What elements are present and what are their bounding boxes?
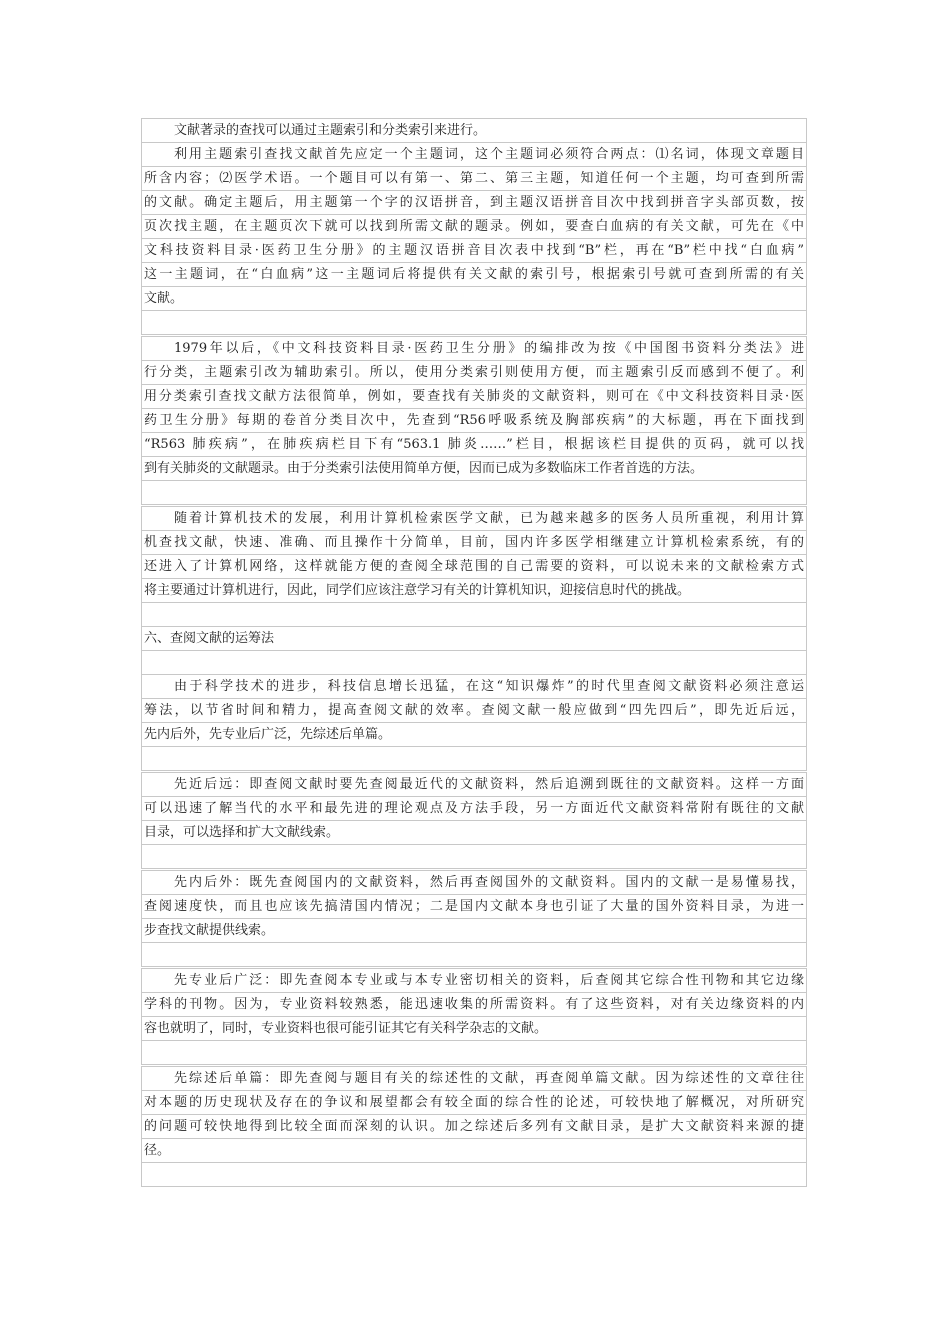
blank-row [141, 746, 807, 771]
document-body [141, 118, 807, 1186]
text-line: 随着计算机技术的发展，利用计算机检索医学文献，已为越来越多的医务人员所重视，利用计算 [141, 506, 807, 531]
text-line: 的问题可较快地得到比较全面而深刻的认识。加之综述后多列有文献目录，是扩大文献资料来源的捷 [141, 1114, 807, 1139]
text-line: 查阅速度快，而且也应该先搞清国内情况；二是国内文献本身也引证了大量的国外资料目录，为进一 [141, 894, 807, 919]
text-line: 到有关肺炎的文献题录。由于分类索引法使用简单方便，因而已成为多数临床工作者首选的方法。 [141, 456, 807, 481]
text-line: 用分类索引查找文献方法很简单，例如，要查找有关肺炎的文献资料，则可在《中文科技资料目录·医 [141, 384, 807, 409]
text-line: 将主要通过计算机进行，因此，同学们应该注意学习有关的计算机知识，迎接信息时代的挑战。 [141, 578, 807, 603]
text-line: 先综述后单篇：即先查阅与题目有关的综述性的文献，再查阅单篇文献。因为综述性的文章往往 [141, 1066, 807, 1091]
blank-row [141, 650, 807, 675]
text-line: 利用主题索引查找文献首先应定一个主题词，这个主题词必须符合两点：⑴名词，体现文章题目 [141, 142, 807, 167]
blank-row [141, 844, 807, 869]
text-line: 目录，可以选择和扩大文献线索。 [141, 820, 807, 845]
blank-row [141, 310, 807, 335]
text-line: 所含内容；⑵医学术语。一个题目可以有第一、第二、第三主题，知道任何一个主题，均可查到所需 [141, 166, 807, 191]
text-line: 先专业后广泛：即先查阅本专业或与本专业密切相关的资料，后查阅其它综合性刊物和其它边缘 [141, 968, 807, 993]
blank-row [141, 1040, 807, 1065]
text-line: 先内后外，先专业后广泛，先综述后单篇。 [141, 722, 807, 747]
text-line: 文科技资料目录·医药卫生分册》的主题汉语拼音目次表中找到“B”栏，再在“B”栏中找“白血病” [141, 238, 807, 263]
text-line: 还进入了计算机网络，这样就能方便的查阅全球范围的自己需要的资料，可以说未来的文献检索方式 [141, 554, 807, 579]
text-line: 容也就明了，同时，专业资料也很可能引证其它有关科学杂志的文献。 [141, 1016, 807, 1041]
text-line: 先近后远：即查阅文献时要先查阅最近代的文献资料，然后追溯到既往的文献资料。这样一方面 [141, 772, 807, 797]
blank-row [141, 1162, 807, 1187]
blank-row [141, 942, 807, 967]
blank-row [141, 602, 807, 627]
text-line: 机查找文献，快速、准确、而且操作十分简单，目前，国内许多医学相继建立计算机检索系统，有的 [141, 530, 807, 555]
text-line: 学科的刊物。因为，专业资料较熟悉，能迅速收集的所需资料。有了这些资料，对有关边缘资料的内 [141, 992, 807, 1017]
text-line: 页次找主题，在主题页次下就可以找到所需文献的题录。例如，要查白血病的有关文献，可先在《中 [141, 214, 807, 239]
text-line: 的文献。确定主题后，用主题第一个字的汉语拼音，到主题汉语拼音目次中找到拼音字头部页数，按 [141, 190, 807, 215]
text-line: 步查找文献提供线索。 [141, 918, 807, 943]
text-line: 文献。 [141, 286, 807, 311]
text-line: 可以迅速了解当代的水平和最先进的理论观点及方法手段，另一方面近代文献资料常附有既往的文献 [141, 796, 807, 821]
text-line: 行分类，主题索引改为辅助索引。所以，使用分类索引则使用方便，而主题索引反而感到不便了。利 [141, 360, 807, 385]
text-line: 由于科学技术的进步，科技信息增长迅猛，在这“知识爆炸”的时代里查阅文献资料必须注意运 [141, 674, 807, 699]
text-line: 药卫生分册》每期的卷首分类目次中，先查到“R56呼吸系统及胸部疾病”的大标题，再在下面找到 [141, 408, 807, 433]
section-heading: 六、查阅文献的运筹法 [141, 626, 807, 651]
text-line: 先内后外：既先查阅国内的文献资料，然后再查阅国外的文献资料。国内的文献一是易懂易找， [141, 870, 807, 895]
blank-row [141, 480, 807, 505]
text-line: 文献著录的查找可以通过主题索引和分类索引来进行。 [141, 118, 807, 143]
text-line: 筹法，以节省时间和精力，提高查阅文献的效率。查阅文献一般应做到“四先四后”，即先近后远， [141, 698, 807, 723]
text-line: 对本题的历史现状及存在的争议和展望都会有较全面的综合性的论述，可较快地了解概况，对所研究 [141, 1090, 807, 1115]
text-line: “R563 肺疾病”，在肺疾病栏目下有“563.1 肺炎……”栏目，根据该栏目提供的页码，就可以找 [141, 432, 807, 457]
text-line: 1979年以后，《中文科技资料目录·医药卫生分册》的编排改为按《中国图书资料分类法》进 [141, 336, 807, 361]
text-line: 这一主题词，在“白血病”这一主题词后将提供有关文献的索引号，根据索引号就可查到所需的有关 [141, 262, 807, 287]
text-line: 径。 [141, 1138, 807, 1163]
